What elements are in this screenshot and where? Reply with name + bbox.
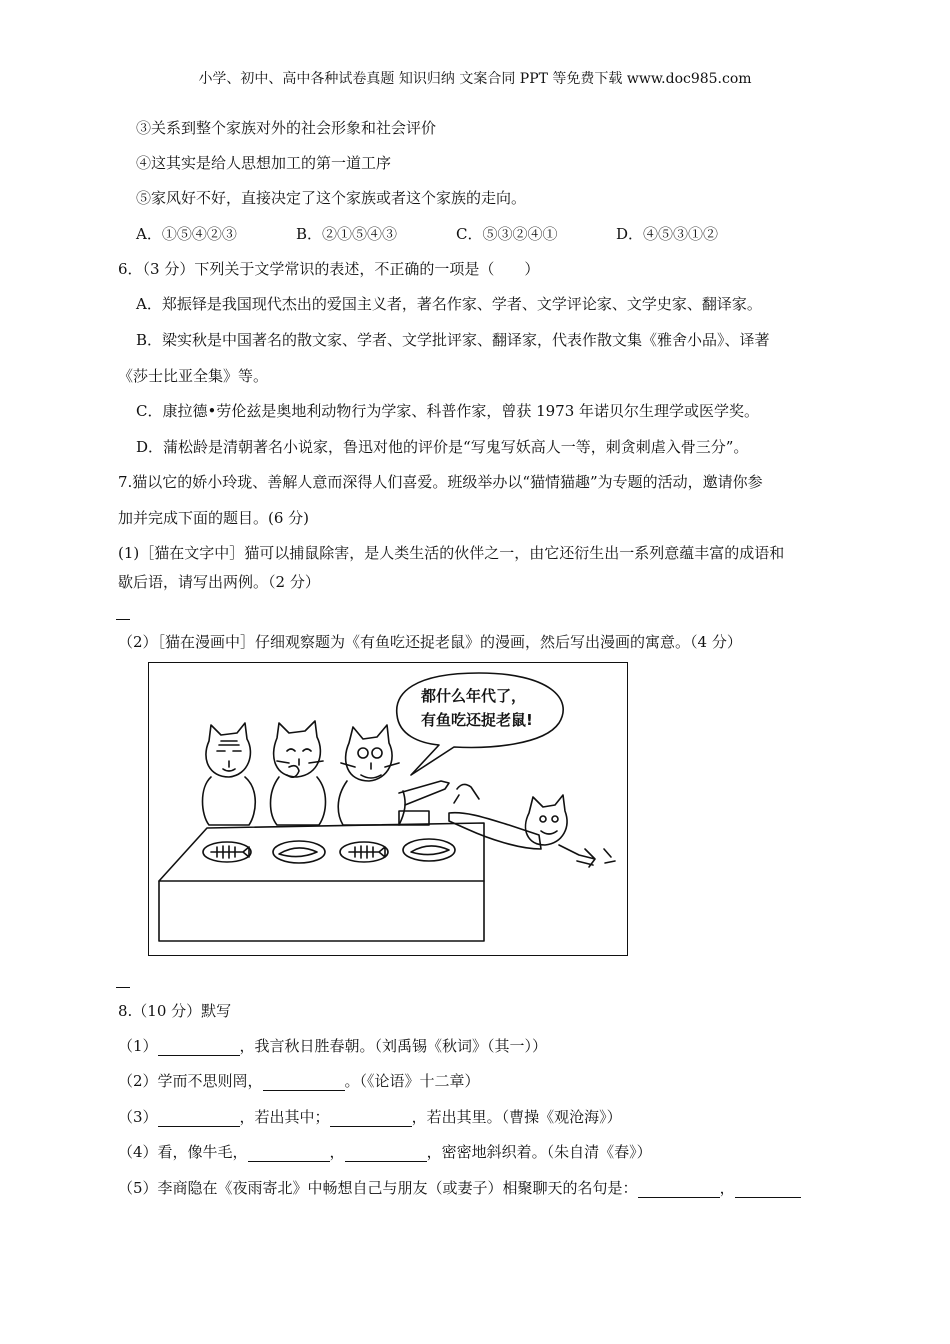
q8-item-4-text: ，密密地斜织着。（朱自清《春》） bbox=[426, 1143, 652, 1161]
q7-part1-line2: 歇后语，请写出两例。（2 分） bbox=[118, 573, 320, 591]
cartoon-figure bbox=[148, 662, 628, 956]
q8-item-4-mid: ， bbox=[329, 1143, 345, 1161]
q6-option-b[interactable]: B．梁实秋是中国著名的散文家、学者、文学批评家、翻译家，代表作散文集《雅舍小品》、译著 bbox=[136, 331, 770, 349]
q8-stem: 8.（10 分）默写 bbox=[118, 1002, 232, 1020]
answer-line-2[interactable] bbox=[116, 987, 130, 988]
cat-4 bbox=[449, 784, 615, 867]
q6-option-c[interactable]: C．康拉德•劳伦兹是奥地利动物行为学家、科普作家，曾获 1973 年诺贝尔生理学或医学奖。 bbox=[136, 402, 760, 420]
cat-3 bbox=[338, 725, 449, 825]
q8-item-3-label: （3） bbox=[118, 1108, 158, 1126]
speech-bubble-line1: 都什么年代了， bbox=[421, 687, 527, 705]
q8-item-4 bbox=[118, 1142, 652, 1162]
q6-stem: 6．（3 分）下列关于文学常识的表述，不正确的一项是（ ） bbox=[118, 260, 540, 278]
table bbox=[159, 823, 484, 881]
q5-option-d[interactable]: D．④⑤③①② bbox=[616, 225, 719, 243]
q8-item-3 bbox=[118, 1107, 622, 1127]
q5-line-3: ③关系到整个家族对外的社会形象和社会评价 bbox=[136, 119, 437, 137]
q8-item-1-label: （1） bbox=[118, 1037, 158, 1055]
q5-option-a[interactable]: A．①⑤④②③ bbox=[136, 225, 237, 243]
q8-blank-5a[interactable] bbox=[638, 1181, 720, 1198]
q8-item-3-text: ，若出其里。（曹操《观沧海》） bbox=[411, 1108, 622, 1126]
q5-options bbox=[136, 224, 718, 244]
q8-blank-4b[interactable] bbox=[345, 1145, 427, 1162]
q8-blank-3a[interactable] bbox=[158, 1110, 240, 1127]
q6-option-b-cont: 《莎士比亚全集》等。 bbox=[118, 367, 269, 385]
q8-item-5-label: （5）李商隐在《夜雨寄北》中畅想自己与朋友（或妻子）相聚聊天的名句是： bbox=[118, 1179, 638, 1197]
q8-blank-5b[interactable] bbox=[735, 1181, 801, 1198]
q8-item-2-label: （2）学而不思则罔， bbox=[118, 1072, 263, 1090]
cat-1 bbox=[203, 723, 256, 825]
q8-item-4-label: （4）看，像牛毛， bbox=[118, 1143, 248, 1161]
q6-option-d[interactable]: D．蒲松龄是清朝著名小说家，鲁迅对他的评价是“写鬼写妖高人一等，刺贪刺虐入骨三分”。 bbox=[136, 438, 749, 456]
q8-item-3-mid: ，若出其中； bbox=[239, 1108, 330, 1126]
q5-option-b[interactable]: B．②①⑤④③ bbox=[296, 225, 398, 243]
q8-item-2 bbox=[118, 1071, 480, 1091]
q8-blank-4a[interactable] bbox=[248, 1145, 330, 1162]
q8-item-5-mid: ， bbox=[719, 1179, 735, 1197]
cat-2 bbox=[271, 721, 326, 825]
q8-item-2-text: 。（《论语》十二章） bbox=[344, 1072, 480, 1090]
q7-stem-line2: 加并完成下面的题目。(6 分) bbox=[118, 509, 310, 527]
q6-option-a[interactable]: A．郑振铎是我国现代杰出的爱国主义者，著名作家、学者、文学评论家、文学史家、翻译家。 bbox=[136, 295, 762, 313]
q5-line-4: ④这其实是给人思想加工的第一道工序 bbox=[136, 154, 392, 172]
q5-line-5: ⑤家风好不好，直接决定了这个家族或者这个家族的走向。 bbox=[136, 189, 527, 207]
q8-blank-2[interactable] bbox=[263, 1074, 345, 1091]
q8-blank-1[interactable] bbox=[158, 1039, 240, 1056]
q8-item-1-text: ，我言秋日胜春朝。（刘禹锡《秋词》（其一）） bbox=[239, 1037, 548, 1055]
q5-option-c[interactable]: C．⑤③②④① bbox=[456, 225, 558, 243]
q8-item-5 bbox=[118, 1178, 801, 1198]
speech-bubble-line2: 有鱼吃还捉老鼠! bbox=[421, 711, 533, 729]
fish-plates bbox=[203, 839, 455, 863]
q7-stem-line1: 7.猫以它的娇小玲珑、善解人意而深得人们喜爱。班级举办以“猫情猫趣”为专题的活动，邀请你参 bbox=[118, 473, 763, 491]
page-header: 小学、初中、高中各种试卷真题 知识归纳 文案合同 PPT 等免费下载 www.doc985.com bbox=[198, 71, 752, 87]
q8-blank-3b[interactable] bbox=[330, 1110, 412, 1127]
q7-part1-line1: (1)［猫在文字中］猫可以捕鼠除害，是人类生活的伙伴之一，由它还衍生出一系列意蕴丰富的成语和 bbox=[118, 544, 785, 562]
q8-item-1 bbox=[118, 1036, 547, 1056]
q7-part2: （2）［猫在漫画中］仔细观察题为《有鱼吃还捉老鼠》的漫画，然后写出漫画的寓意。（4 分） bbox=[118, 633, 742, 651]
cartoon-drawing bbox=[149, 663, 626, 954]
answer-line-1[interactable] bbox=[116, 619, 130, 620]
